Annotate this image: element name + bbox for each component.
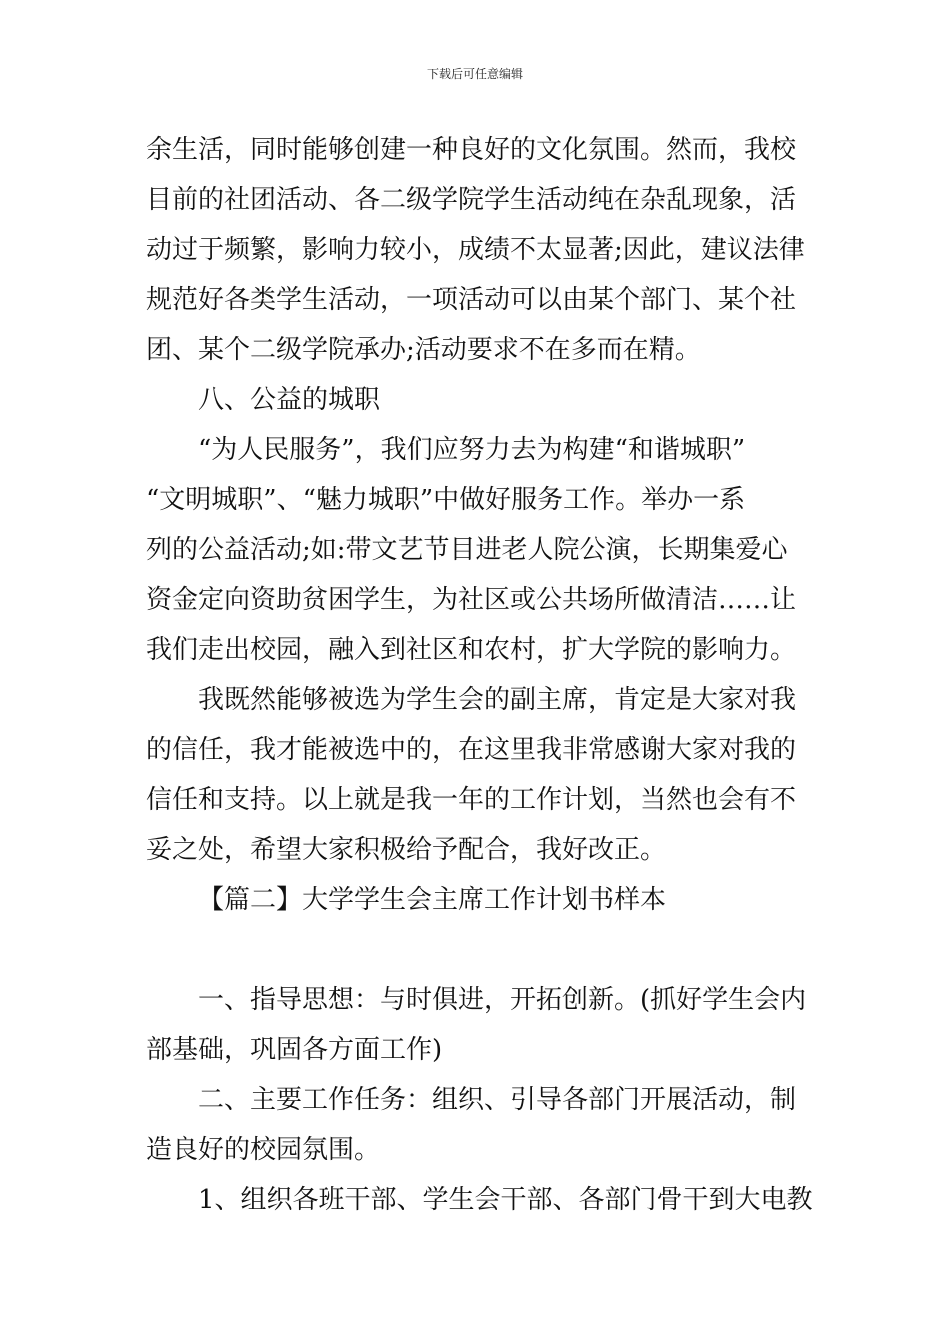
- paragraph-line: 资金定向资助贫困学生，为社区或公共场所做清洁……让: [146, 585, 797, 615]
- paragraph-line: 目前的社团活动、各二级学院学生活动纯在杂乱现象，活: [146, 185, 797, 215]
- paragraph-line: 造良好的校园氛围。: [146, 1135, 381, 1165]
- paragraph-line: 一、指导思想：与时俱进，开拓创新。(抓好学生会内: [198, 985, 807, 1015]
- paragraph-line: 妥之处，希望大家积极给予配合，我好改正。: [146, 835, 667, 865]
- paragraph-line: 规范好各类学生活动，一项活动可以由某个部门、某个社: [146, 285, 797, 315]
- paragraph-line: 信任和支持。以上就是我一年的工作计划，当然也会有不: [146, 785, 797, 815]
- paragraph-line: 部基础，巩固各方面工作): [146, 1035, 443, 1065]
- paragraph-line: 1、组织各班干部、学生会干部、各部门骨干到大电教: [198, 1185, 813, 1215]
- paragraph-line: 列的公益活动;如:带文艺节目进老人院公演，长期集爱心: [146, 535, 788, 565]
- paragraph-line: “文明城职”、“魅力城职”中做好服务工作。举办一系: [146, 485, 746, 515]
- paragraph-line: 我们走出校园，融入到社区和农村，扩大学院的影响力。: [146, 635, 797, 665]
- page-header: 下载后可任意编辑: [426, 67, 523, 81]
- paragraph-line: 动过于频繁，影响力较小，成绩不太显著;因此，建议法律: [146, 235, 805, 265]
- paragraph-line: 二、主要工作任务：组织、引导各部门开展活动，制: [198, 1085, 797, 1115]
- section-title: 【篇二】大学学生会主席工作计划书样本: [198, 885, 667, 915]
- section-heading: 八、公益的城职: [198, 385, 381, 415]
- paragraph-line: 余生活，同时能够创建一种良好的文化氛围。然而，我校: [146, 135, 797, 165]
- paragraph-line: 的信任，我才能被选中的，在这里我非常感谢大家对我的: [146, 735, 797, 765]
- paragraph-line: 团、某个二级学院承办;活动要求不在多而在精。: [146, 335, 701, 365]
- paragraph-line: 我既然能够被选为学生会的副主席，肯定是大家对我: [198, 685, 797, 715]
- paragraph-line: “为人民服务”，我们应努力去为构建“和谐城职”: [198, 435, 746, 465]
